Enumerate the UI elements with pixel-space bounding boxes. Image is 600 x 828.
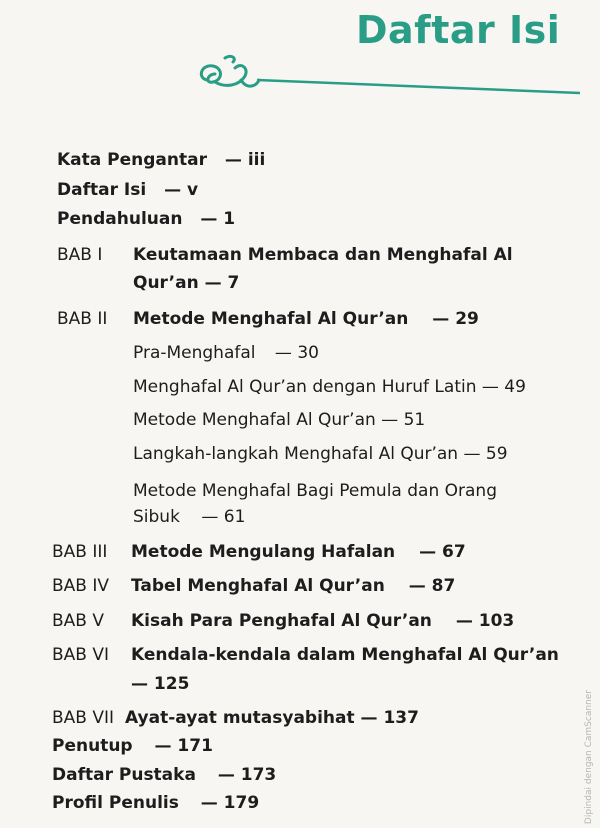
toc-entry-penutup[interactable] (52, 736, 213, 756)
toc-entry-title: Daftar Pustaka (52, 765, 196, 785)
toc-entry-bab6-line2[interactable]: — 125 (131, 674, 190, 694)
toc-entry-daftar-isi[interactable] (57, 180, 198, 200)
toc-entry-page: — 61 (201, 507, 246, 527)
page-title: Daftar Isi (356, 8, 561, 52)
toc-entry-profil-penulis[interactable] (52, 793, 259, 813)
toc-entry-page: — 103 (455, 611, 515, 631)
chapter-label: BAB I (57, 245, 103, 265)
toc-entry-bab1-line1[interactable]: Keutamaan Membaca dan Menghafal Al (133, 245, 513, 265)
toc-entry-page: — 67 (419, 542, 466, 562)
chapter-label: BAB V (52, 611, 104, 631)
scanner-watermark: Dipindai dengan CamScanner (584, 690, 594, 825)
toc-entry-page: — 30 (274, 343, 319, 363)
toc-entry-bab3[interactable] (131, 542, 466, 562)
chapter-label: BAB VII (52, 708, 115, 728)
toc-entry-page: — 1 (200, 209, 236, 229)
toc-entry-page: — v (164, 180, 199, 200)
toc-entry-title: Pendahuluan (57, 209, 183, 229)
toc-subentry-langkah[interactable]: Langkah-langkah Menghafal Al Qur’an — 59 (133, 444, 508, 464)
chapter-label: BAB III (52, 542, 108, 562)
chapter-label: BAB IV (52, 576, 110, 596)
toc-entry-title: Profil Penulis (52, 793, 179, 813)
toc-entry-page: — 87 (408, 576, 456, 596)
toc-entry-kata-pengantar[interactable] (57, 150, 265, 170)
toc-subentry-pra-menghafal[interactable] (133, 343, 319, 363)
toc-entry-title: Kisah Para Penghafal Al Qur’an (131, 611, 432, 631)
toc-entry-page: — 29 (432, 309, 479, 329)
toc-entry-bab4[interactable] (131, 576, 455, 596)
toc-entry-title: Tabel Menghafal Al Qur’an (131, 576, 385, 596)
toc-entry-title: Sibuk (133, 507, 180, 527)
chapter-label: BAB II (57, 309, 108, 329)
toc-entry-page: — 179 (200, 793, 260, 813)
toc-entry-bab7[interactable]: Ayat-ayat mutasyabihat — 137 (125, 708, 419, 728)
toc-entry-title: Kata Pengantar (57, 150, 207, 170)
toc-subentry-pemula-line2[interactable] (133, 507, 245, 527)
toc-entry-daftar-pustaka[interactable] (52, 765, 276, 785)
toc-entry-title: Daftar Isi (57, 180, 147, 200)
toc-entry-title: Metode Menghafal Al Qur’an (133, 309, 409, 329)
toc-entry-page: — iii (224, 150, 266, 170)
toc-entry-bab1-line2[interactable]: Qur’an — 7 (133, 273, 240, 293)
toc-subentry-huruf-latin[interactable]: Menghafal Al Qur’an dengan Huruf Latin — 49 (133, 377, 526, 397)
chapter-label: BAB VI (52, 645, 110, 665)
toc-entry-title: Pra-Menghafal (133, 343, 256, 363)
toc-entry-bab5[interactable] (131, 611, 514, 631)
toc-entry-bab2[interactable] (133, 309, 479, 329)
toc-subentry-metode[interactable]: Metode Menghafal Al Qur’an — 51 (133, 410, 426, 430)
toc-entry-title: Metode Mengulang Hafalan (131, 542, 396, 562)
toc-entry-page: — 173 (217, 765, 277, 785)
toc-entry-bab6-line1[interactable]: Kendala-kendala dalam Menghafal Al Qur’an (131, 645, 559, 665)
toc-entry-page: — 171 (154, 736, 213, 756)
toc-subentry-pemula-line1[interactable]: Metode Menghafal Bagi Pemula dan Orang (133, 481, 497, 501)
toc-entry-pendahuluan[interactable] (57, 209, 235, 229)
toc-entry-title: Penutup (52, 736, 133, 756)
